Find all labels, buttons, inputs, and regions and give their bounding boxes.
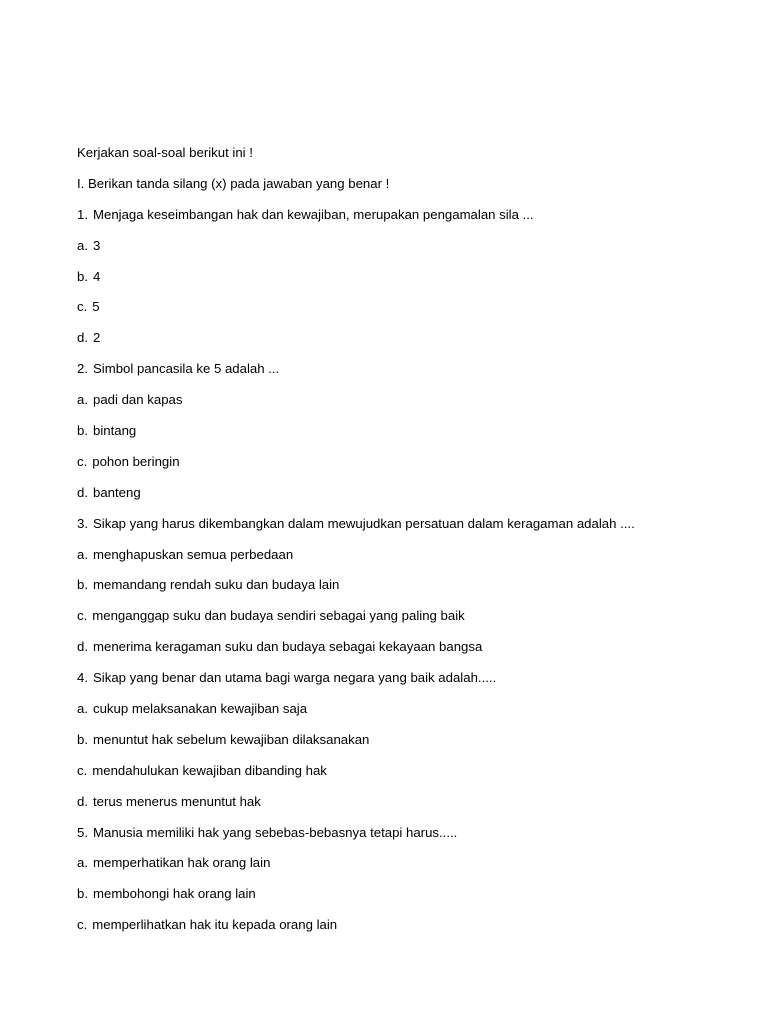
question-3-option-a xyxy=(77,545,717,576)
question-text: Sikap yang benar dan utama bagi warga negara yang baik adalah..... xyxy=(93,670,497,686)
question-number: 1. xyxy=(77,206,88,222)
question-4-option-c xyxy=(77,761,717,792)
question-1-option-d xyxy=(77,328,717,359)
option-text: 5 xyxy=(92,299,100,315)
question-number: 4. xyxy=(77,670,88,686)
option-letter: b. xyxy=(77,731,88,747)
question-1-option-c xyxy=(77,297,717,328)
option-letter: a. xyxy=(77,237,88,253)
option-letter: a. xyxy=(77,855,88,871)
option-letter: a. xyxy=(77,701,88,717)
option-letter: d. xyxy=(77,793,88,809)
question-5-option-b xyxy=(77,884,717,915)
question-2-option-c xyxy=(77,452,717,483)
question-1-option-b xyxy=(77,267,717,298)
option-text: menuntut hak sebelum kewajiban dilaksanakan xyxy=(93,731,370,747)
option-text: memperhatikan hak orang lain xyxy=(93,855,271,871)
option-text: menganggap suku dan budaya sendiri sebagai yang paling baik xyxy=(92,608,465,624)
question-3-option-b xyxy=(77,575,717,606)
question-4-option-d xyxy=(77,792,717,823)
option-letter: a. xyxy=(77,392,88,408)
question-3-option-d xyxy=(77,637,717,668)
option-text: terus menerus menuntut hak xyxy=(93,793,261,809)
option-letter: c. xyxy=(77,299,88,315)
document-content xyxy=(77,143,717,946)
option-letter: d. xyxy=(77,330,88,346)
option-text: membohongi hak orang lain xyxy=(93,886,256,902)
option-letter: c. xyxy=(77,762,88,778)
option-letter: c. xyxy=(77,453,88,469)
option-letter: b. xyxy=(77,268,88,284)
option-text: banteng xyxy=(93,484,141,500)
question-number: 2. xyxy=(77,361,88,377)
question-1-option-a xyxy=(77,236,717,267)
instruction-text: Kerjakan soal-soal berikut ini ! xyxy=(77,145,253,160)
option-letter: a. xyxy=(77,546,88,562)
option-letter: d. xyxy=(77,639,88,655)
question-2 xyxy=(77,359,717,390)
question-3-option-c xyxy=(77,606,717,637)
question-4 xyxy=(77,668,717,699)
question-text: Menjaga keseimbangan hak dan kewajiban, merupakan pengamalan sila ... xyxy=(93,206,534,222)
question-1 xyxy=(77,205,717,236)
question-number: 3. xyxy=(77,515,88,531)
option-text: 4 xyxy=(93,268,101,284)
option-letter: b. xyxy=(77,886,88,902)
question-3 xyxy=(77,514,717,545)
option-text: pohon beringin xyxy=(92,453,180,469)
question-2-option-a xyxy=(77,390,717,421)
option-text: memperlihatkan hak itu kepada orang lain xyxy=(92,917,338,933)
question-5 xyxy=(77,823,717,854)
option-letter: b. xyxy=(77,577,88,593)
question-text: Manusia memiliki hak yang sebebas-bebasnya tetapi harus..... xyxy=(93,824,458,840)
option-text: menerima keragaman suku dan budaya sebagai kekayaan bangsa xyxy=(93,639,483,655)
question-2-option-b xyxy=(77,421,717,452)
option-letter: c. xyxy=(77,917,88,933)
question-5-option-a xyxy=(77,853,717,884)
option-text: bintang xyxy=(93,423,137,439)
question-number: 5. xyxy=(77,824,88,840)
option-letter: b. xyxy=(77,423,88,439)
option-text: memandang rendah suku dan budaya lain xyxy=(93,577,340,593)
question-text: Sikap yang harus dikembangkan dalam mewujudkan persatuan dalam keragaman adalah .... xyxy=(93,515,635,531)
question-4-option-b xyxy=(77,730,717,761)
option-letter: c. xyxy=(77,608,88,624)
option-letter: d. xyxy=(77,484,88,500)
option-text: padi dan kapas xyxy=(93,392,183,408)
option-text: cukup melaksanakan kewajiban saja xyxy=(93,701,308,717)
option-text: menghapuskan semua perbedaan xyxy=(93,546,294,562)
option-text: 2 xyxy=(93,330,101,346)
question-4-option-a xyxy=(77,699,717,730)
option-text: mendahulukan kewajiban dibanding hak xyxy=(92,762,327,778)
option-text: 3 xyxy=(93,237,101,253)
question-text: Simbol pancasila ke 5 adalah ... xyxy=(93,361,280,377)
question-5-option-c xyxy=(77,915,717,946)
question-2-option-d xyxy=(77,483,717,514)
section-title: I. Berikan tanda silang (x) pada jawaban yang benar ! xyxy=(77,175,390,191)
